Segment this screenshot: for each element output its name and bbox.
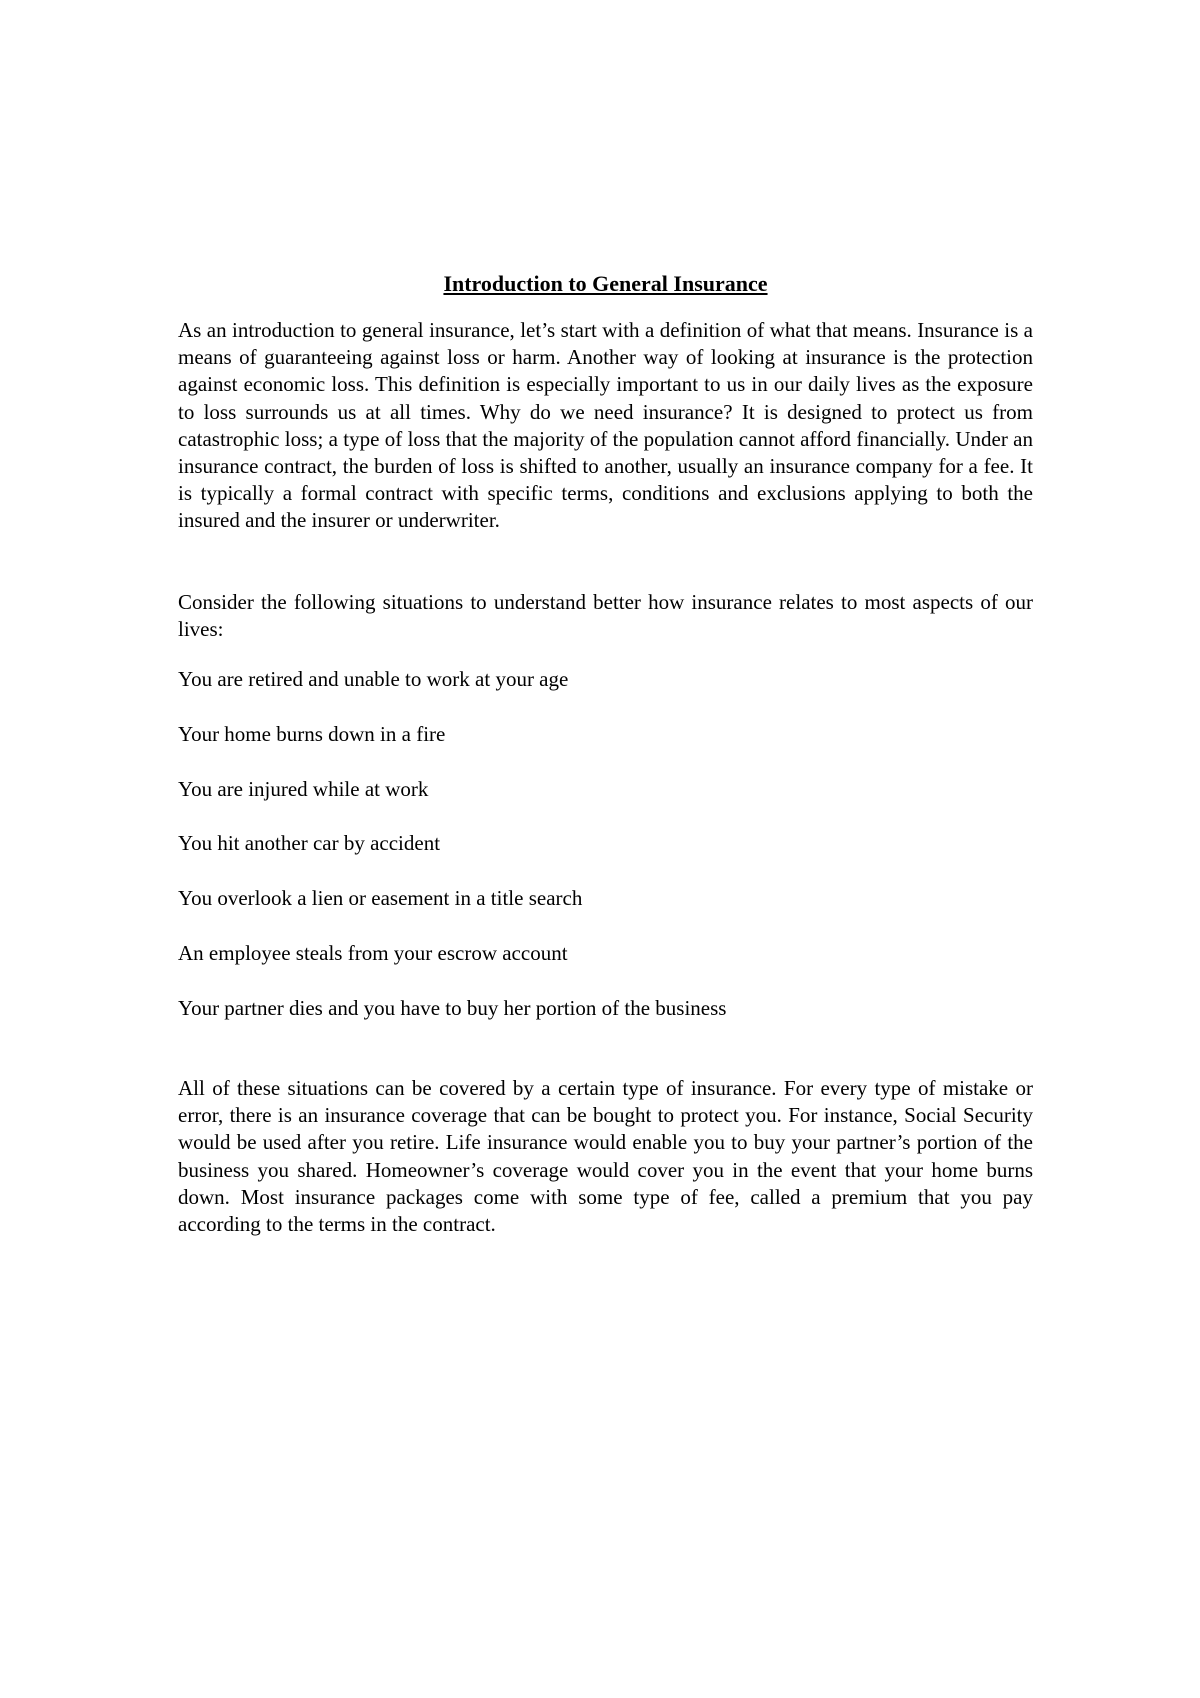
situation-item: Your home burns down in a fire <box>178 721 446 746</box>
document-body <box>178 270 1033 1238</box>
situation-item: You are injured while at work <box>178 776 429 801</box>
document-title: Introduction to General Insurance <box>443 271 768 296</box>
situations-list <box>178 666 1033 1022</box>
situation-item: An employee steals from your escrow account <box>178 940 568 965</box>
situation-item: You are retired and unable to work at your age <box>178 667 569 692</box>
conclusion-paragraph: All of these situations can be covered by a certain type of insurance. For every type of mistake or error, there is an insurance coverage that can be bought to protect you. For instance, Social Security would be used after you retire. Life insurance would enable you to buy your partner’s portion of the business you shared. Homeowner’s coverage would cover you in the event that your home burns down. Most insurance packages come with some type of fee, called a premium that you pay according to the terms in the contract. <box>178 1075 1033 1236</box>
situation-item: Your partner dies and you have to buy her portion of the business <box>178 995 727 1020</box>
situation-item: You hit another car by accident <box>178 831 441 856</box>
intro-paragraph: As an introduction to general insurance, let’s start with a definition of what that means. Insurance is a means of guaranteeing against loss or harm. Another way of looking at insurance is the protection against economic loss. This definition is especially important to us in our daily lives as the exposure to loss surrounds us at all times. Why do we need insurance? It is designed to protect us from catastrophic loss; a type of loss that the majority of the population cannot afford financially. Under an insurance contract, the burden of loss is shifted to another, usually an insurance company for a fee. It is typically a formal contract with specific terms, conditions and exclusions applying to both the insured and the insurer or underwriter. <box>178 318 1033 533</box>
situations-intro-paragraph: Consider the following situations to understand better how insurance relates to most aspects of our lives: <box>178 589 1033 641</box>
situation-item: You overlook a lien or easement in a title search <box>178 886 583 911</box>
